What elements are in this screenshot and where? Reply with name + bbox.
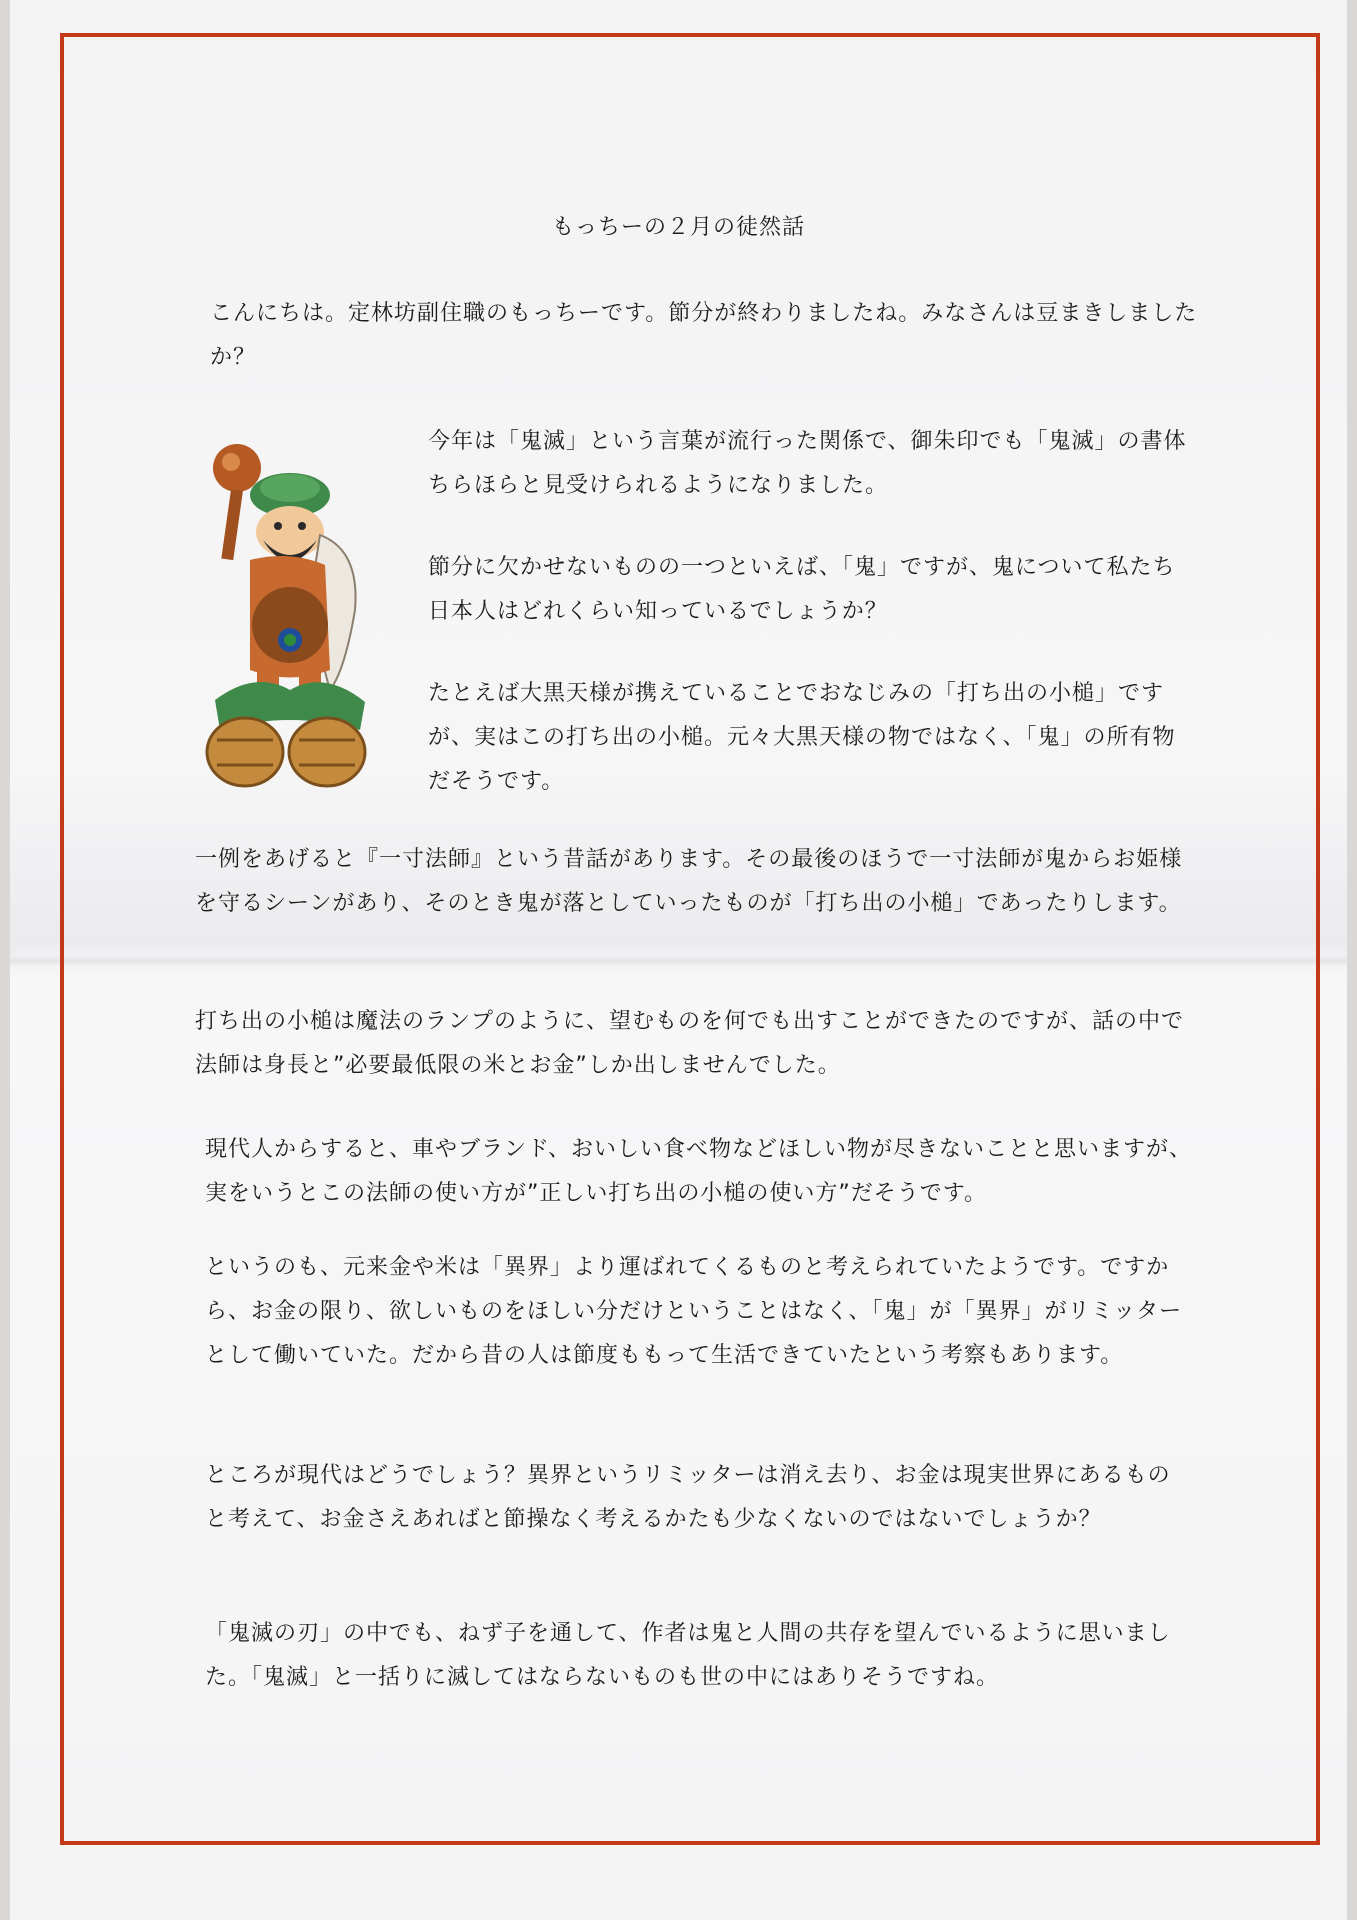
page-title: もっちーの２月の徒然話	[551, 215, 805, 240]
paragraph-greeting: こんにちは。定林坊副住職のもっちーです。節分が終わりましたね。みなさんは豆まきしましたか？	[210, 301, 1198, 370]
daikokuten-figure	[195, 440, 370, 790]
paragraph-kozuchi: たとえば大黒天様が携えていることでおなじみの「打ち出の小槌」ですが、実はこの打ち出の小槌。元々大黒天様の物ではなく、「鬼」の所有物だそうです。	[428, 681, 1176, 794]
paragraph-modern-age: ところが現代はどうでしょう？異界というリミッターは消え去り、お金は現実世界にあるものと考えて、お金さえあればと節操なく考えるかたも少なくないのではないでしょうか？	[205, 1463, 1171, 1532]
paragraph-coexistence: 「鬼滅の刃」の中でも、ねず子を通して、作者は鬼と人間の共存を望んでいるように思いました。「鬼滅」と一括りに滅してはならないものも世の中にはありそうですね。	[205, 1621, 1171, 1690]
paragraph-issun-boshi: 一例をあげると『一寸法師』という昔話があります。その最後のほうで一寸法師が鬼からお姫様を守るシーンがあり、そのとき鬼が落としていったものが「打ち出の小槌」であったりします。	[195, 847, 1183, 916]
paragraph-modern-people: 現代人からすると、車やブランド、おいしい食べ物などほしい物が尽きないことと思いますが、実をいうとこの法師の使い方が”正しい打ち出の小槌の使い方”だそうです。	[205, 1137, 1193, 1206]
paragraph-kimetsu: 今年は「鬼滅」という言葉が流行った関係で、御朱印でも「鬼滅」の書体ちらほらと見受けられるようになりました。	[428, 429, 1187, 498]
paragraph-ikai: というのも、元来金や米は「異界」より運ばれてくるものと考えられていたようです。ですから、お金の限り、欲しいものをほしい分だけということはなく、「鬼」が「異界」がリミッターとして働いていた。だから昔の人は節度ももって生活できていたという考察もあります。	[205, 1255, 1183, 1368]
paragraph-setsubun-oni: 節分に欠かせないものの一つといえば、「鬼」ですが、鬼について私たち日本人はどれくらい知っているでしょうか？	[428, 555, 1176, 624]
paragraph-magic-lamp: 打ち出の小槌は魔法のランプのように、望むものを何でも出すことができたのですが、話の中で法師は身長と”必要最低限の米とお金”しか出しませんでした。	[195, 1009, 1185, 1078]
